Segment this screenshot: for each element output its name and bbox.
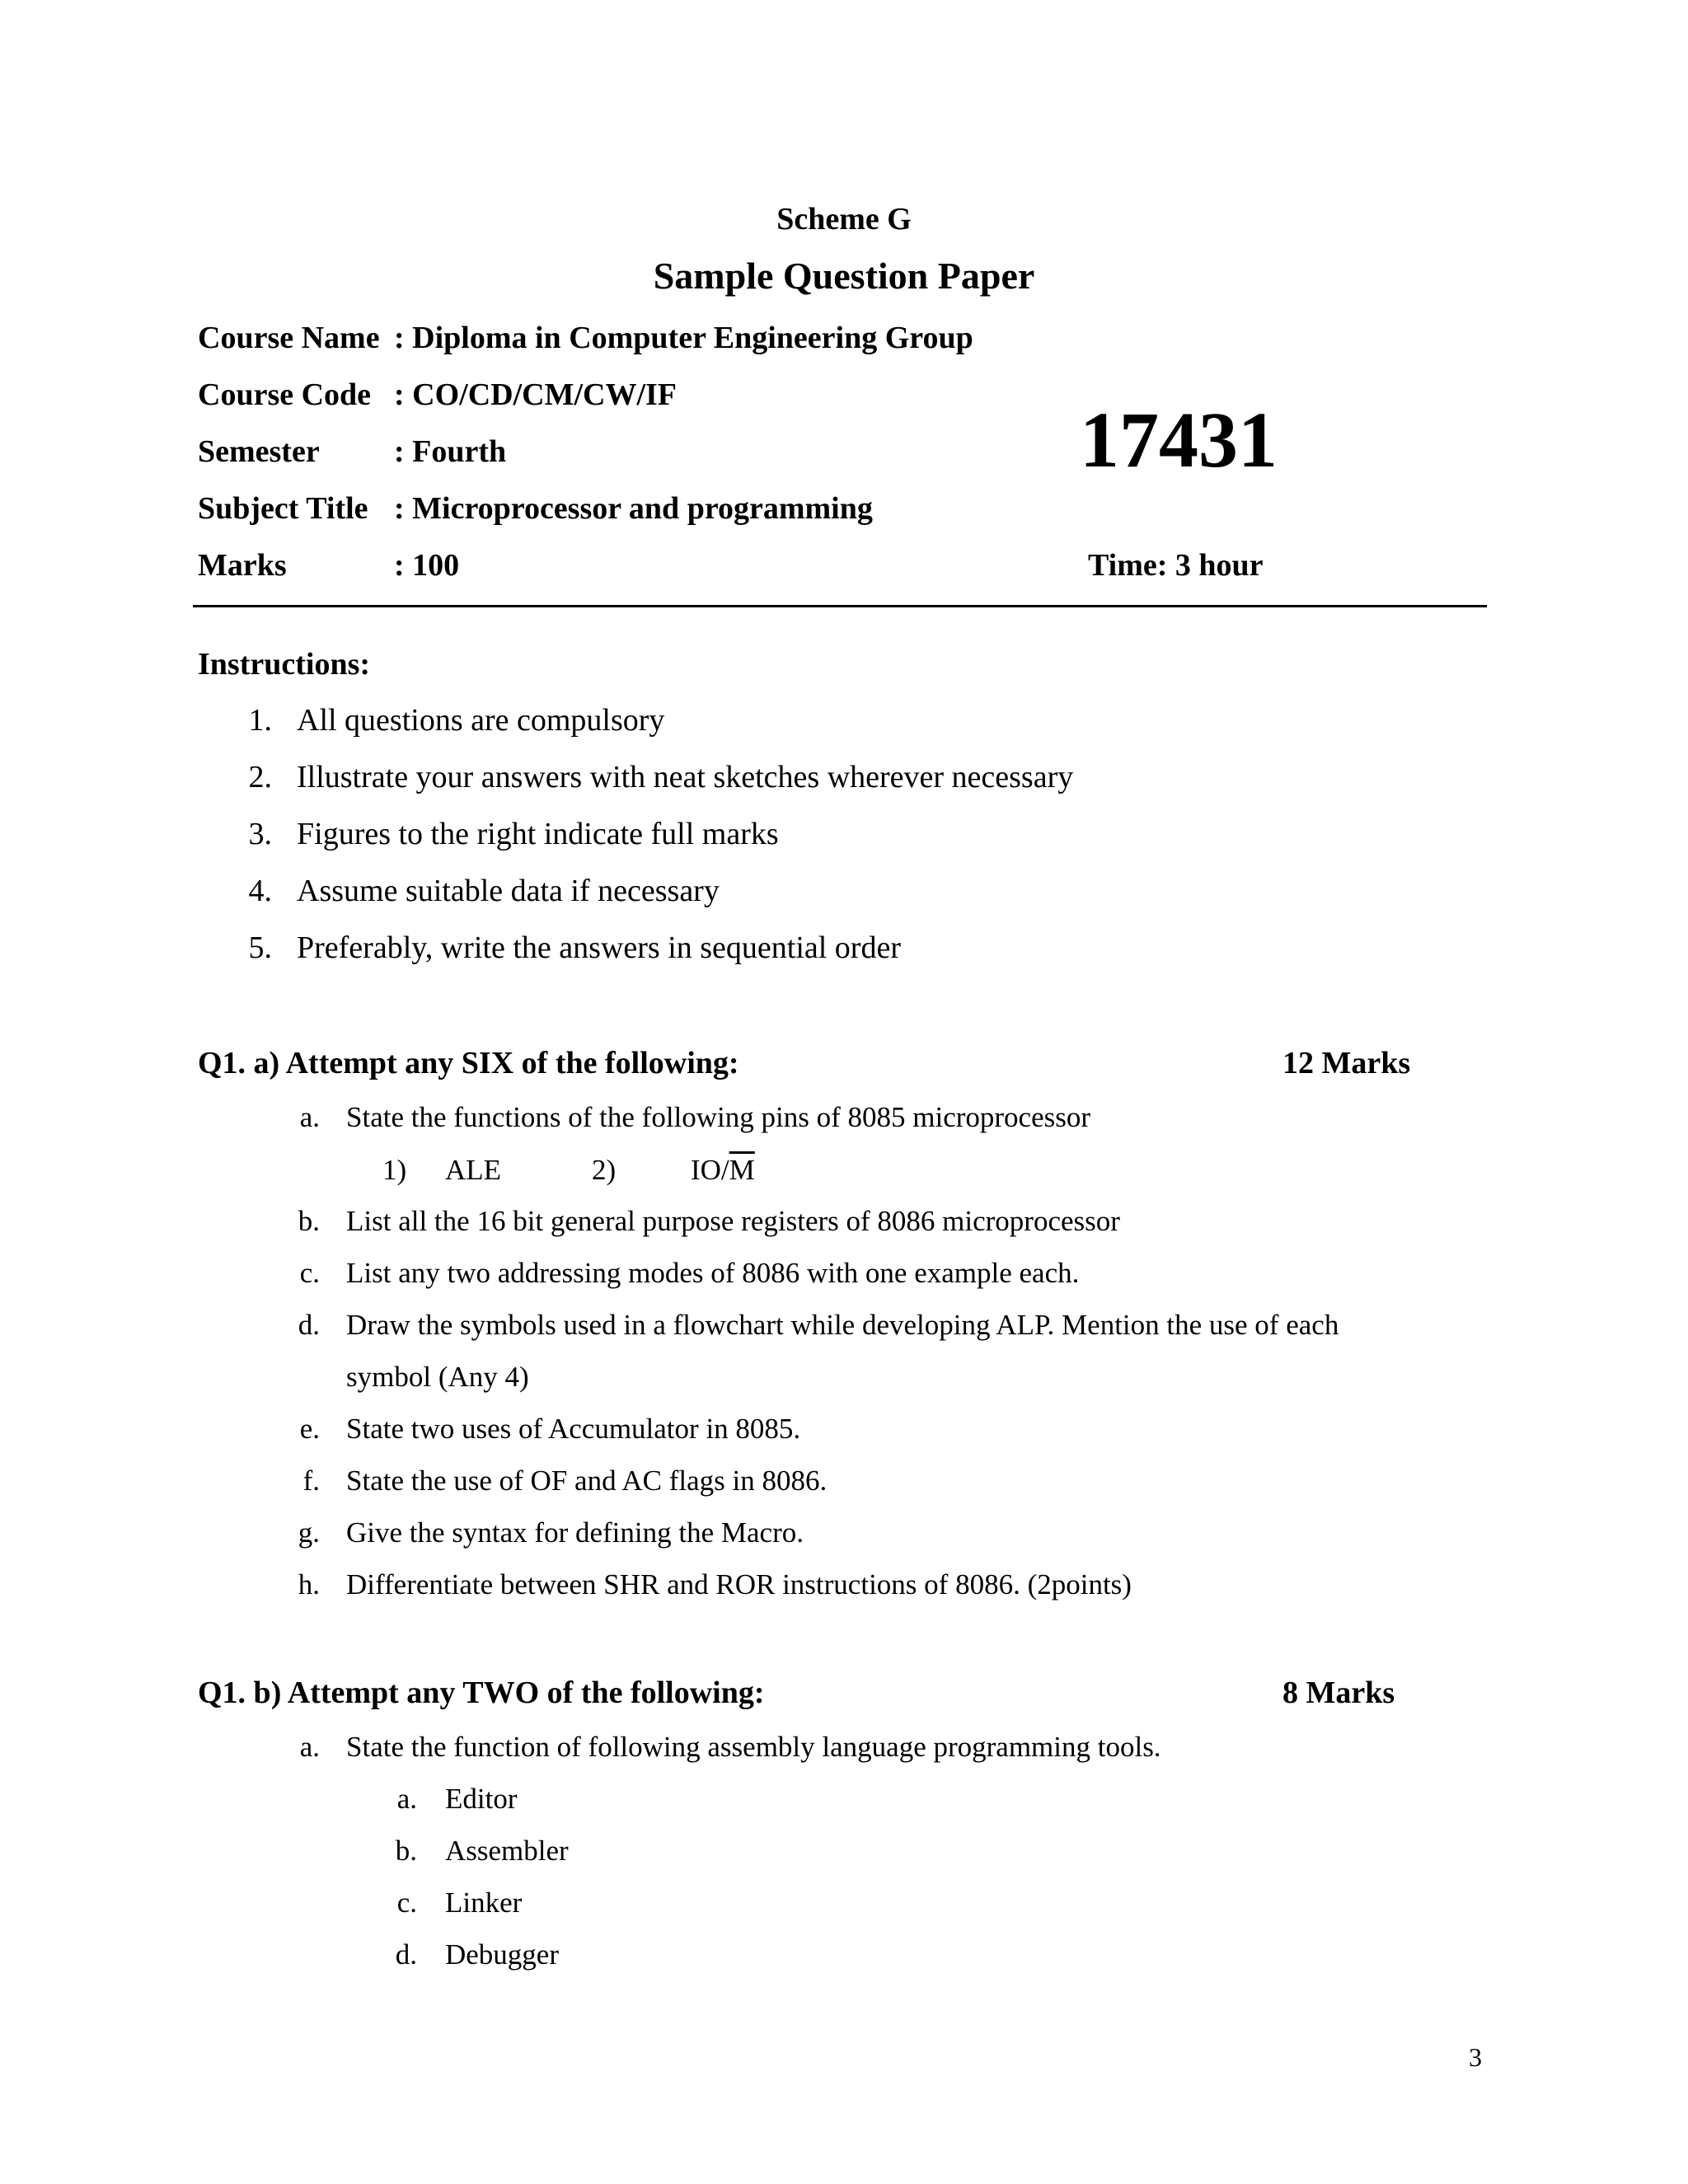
instruction-item: All questions are compulsory — [297, 703, 665, 738]
question-letter: a. — [299, 1731, 320, 1763]
question-letter: b. — [298, 1205, 320, 1237]
question-text: State the functions of the following pins of 8085 microprocessor — [346, 1101, 1091, 1133]
exam-time: Time: 3 hour — [1088, 548, 1264, 583]
marks-label: Marks — [198, 548, 287, 583]
q1b-heading: Q1. b) Attempt any TWO of the following: — [198, 1675, 765, 1710]
page-number: 3 — [1469, 2042, 1482, 2072]
instruction-number: 3. — [248, 817, 272, 851]
scheme-label: Scheme G — [776, 202, 912, 237]
pin-name-bar: $\overline{M}$ — [729, 1154, 755, 1186]
question-letter: f. — [302, 1465, 320, 1497]
question-text: List any two addressing modes of 8086 with one example each. — [346, 1257, 1080, 1289]
instructions-heading: Instructions: — [198, 647, 371, 682]
q1a-heading: Q1. a) Attempt any SIX of the following: — [198, 1046, 739, 1080]
question-text-continued: symbol (Any 4) — [346, 1361, 529, 1393]
course-code-value: : CO/CD/CM/CW/IF — [394, 377, 678, 412]
semester-value: : Fourth — [394, 434, 507, 469]
question-text: List all the 16 bit general purpose registers of 8086 microprocessor — [346, 1205, 1120, 1237]
question-letter: c. — [299, 1257, 320, 1289]
pin-name-prefix: IO/ — [691, 1154, 729, 1186]
tool-letter: c. — [396, 1886, 417, 1919]
subject-title-value: : Microprocessor and programming — [394, 491, 873, 526]
instruction-number: 5. — [248, 930, 272, 965]
tool-letter: a. — [396, 1783, 417, 1815]
course-name-label: Course Name — [198, 321, 380, 355]
question-letter: g. — [298, 1516, 320, 1549]
instruction-item: Assume suitable data if necessary — [297, 874, 720, 908]
subject-code: 17431 — [1080, 396, 1278, 484]
question-text: Draw the symbols used in a flowchart while developing ALP. Mention the use of each — [346, 1309, 1339, 1341]
pin-number: 1) — [382, 1154, 407, 1186]
header-divider — [193, 605, 1487, 607]
tool-item: Assembler — [445, 1835, 569, 1867]
course-code-label: Course Code — [198, 377, 372, 412]
q1b-marks: 8 Marks — [1282, 1675, 1395, 1710]
pin-name-ale: ALE — [445, 1154, 502, 1186]
instruction-item: Figures to the right indicate full marks — [297, 817, 779, 851]
tool-item: Linker — [445, 1886, 523, 1919]
tool-letter: d. — [395, 1938, 417, 1971]
instruction-item: Preferably, write the answers in sequential order — [297, 930, 901, 965]
question-text: Give the syntax for defining the Macro. — [346, 1516, 804, 1549]
tool-letter: b. — [395, 1835, 417, 1867]
question-letter: a. — [299, 1101, 320, 1133]
marks-value: : 100 — [394, 548, 460, 583]
question-text: State the use of OF and AC flags in 8086. — [346, 1465, 828, 1497]
pin-number: 2) — [592, 1154, 617, 1186]
question-text: Differentiate between SHR and ROR instructions of 8086. (2points) — [346, 1568, 1132, 1601]
instruction-number: 1. — [248, 703, 272, 738]
question-text: State the function of following assembly language programming tools. — [346, 1731, 1161, 1763]
subject-title-label: Subject Title — [198, 491, 368, 526]
instruction-number: 2. — [248, 760, 272, 794]
instruction-item: Illustrate your answers with neat sketches wherever necessary — [297, 760, 1074, 794]
q1a-marks: 12 Marks — [1282, 1046, 1411, 1080]
question-letter: e. — [299, 1413, 320, 1445]
question-letter: h. — [298, 1568, 320, 1601]
instruction-number: 4. — [248, 874, 272, 908]
question-text: State two uses of Accumulator in 8085. — [346, 1413, 801, 1445]
page-title: Sample Question Paper — [653, 255, 1035, 297]
semester-label: Semester — [198, 434, 320, 469]
pin-name-io-m — [691, 1154, 755, 1187]
question-letter: d. — [298, 1309, 320, 1341]
course-name-value: : Diploma in Computer Engineering Group — [394, 321, 973, 355]
tool-item: Editor — [445, 1783, 518, 1815]
tool-item: Debugger — [445, 1938, 560, 1971]
